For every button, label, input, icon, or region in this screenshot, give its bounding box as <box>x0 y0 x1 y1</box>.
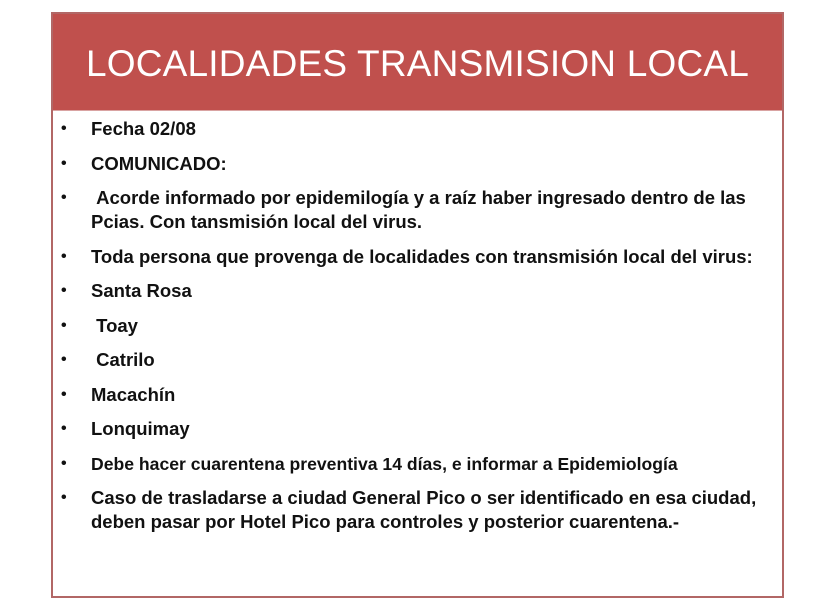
list-item-text: Acorde informado por epidemilogía y a raíz haber ingresado dentro de las Pcias. Con tansmisión local del virus. <box>91 187 751 232</box>
bullet-icon: • <box>61 282 67 299</box>
bullet-icon: • <box>61 489 67 506</box>
list-item <box>53 452 782 476</box>
list-item-text: Caso de trasladarse a ciudad General Pico o ser identificado en esa ciudad, deben pasar por Hotel Pico para controles y posterior cuarentena.- <box>91 487 757 532</box>
list-item-text: Debe hacer cuarentena preventiva 14 días, e informar a Epidemiología <box>91 453 678 474</box>
list-item <box>53 279 782 303</box>
bullet-icon: • <box>61 454 67 472</box>
list-item <box>53 383 782 407</box>
list-item-text: Macachín <box>91 383 176 405</box>
slide-header <box>53 14 782 111</box>
bullet-icon: • <box>61 247 67 265</box>
list-item-text: Santa Rosa <box>91 280 192 301</box>
list-item <box>53 186 782 234</box>
slide-frame <box>51 12 784 598</box>
slide-title: LOCALIDADES TRANSMISION LOCAL <box>85 43 750 84</box>
bullet-list <box>53 117 782 534</box>
list-item <box>53 117 782 141</box>
bullet-icon: • <box>61 120 67 137</box>
list-item-text: Toay <box>91 314 138 336</box>
bullet-icon: • <box>61 385 67 403</box>
list-item-text: COMUNICADO: <box>91 152 227 174</box>
list-item-text: Fecha 02/08 <box>91 118 196 139</box>
list-item-text: Lonquimay <box>91 418 190 439</box>
bullet-icon: • <box>61 420 67 437</box>
slide-body <box>53 117 782 545</box>
bullet-icon: • <box>61 154 67 172</box>
bullet-icon: • <box>61 316 67 334</box>
list-item <box>53 152 782 176</box>
list-item <box>53 348 782 372</box>
bullet-icon: • <box>61 351 67 368</box>
list-item-text: Catrilo <box>91 349 155 370</box>
bullet-icon: • <box>61 189 67 206</box>
list-item <box>53 486 782 534</box>
list-item-text: Toda persona que provenga de localidades con transmisión local del virus: <box>91 245 753 267</box>
list-item <box>53 314 782 338</box>
list-item <box>53 417 782 441</box>
list-item <box>53 245 782 269</box>
